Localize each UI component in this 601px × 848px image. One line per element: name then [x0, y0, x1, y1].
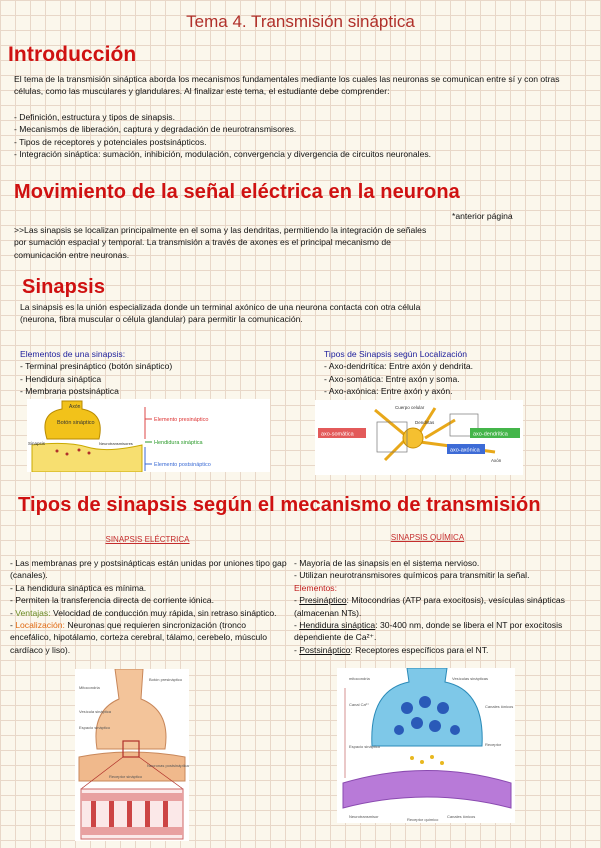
- electrica-localizacion: - Localización: Neuronas que requieren sincronización (tronco encefálico, hipotálamo, corteza cerebral, tálamo, cerebelo, músculo cardíaco y liso).: [10, 620, 267, 655]
- fig2-axodendritica-label: axo-dendrítica: [473, 431, 508, 438]
- movement-heading: Movimiento de la señal eléctrica en la neurona: [14, 181, 460, 203]
- intro-bullet: - Integración sináptica: sumación, inhibición, modulación, convergencia y divergencia de circuitos neuronales.: [14, 149, 432, 160]
- fig3-receptor-label: Receptor sináptico: [109, 774, 143, 779]
- fig4-vesiculas-label: Vesículas sinápticas: [452, 676, 489, 681]
- synapse-elements-figure: [27, 399, 270, 472]
- fig2-axosomatica-label: axo-somática: [321, 431, 354, 438]
- synapse-location-figure: [315, 400, 523, 475]
- quimica-line: - Utilizan neurotransmisores químicos para transmitir la señal.: [294, 570, 530, 581]
- fig2-axon-label: Axón: [491, 458, 502, 463]
- fig4-canales1-label: Canales iónicos: [485, 704, 514, 709]
- synapse-elements-diagram: [27, 399, 270, 472]
- electrica-title: SINAPSIS ELÉCTRICA: [105, 535, 190, 544]
- chemical-synapse-diagram: [337, 668, 515, 823]
- intro-bullet: - Mecanismos de liberación, captura y degradación de neurotransmisores.: [14, 124, 297, 135]
- fig4-mito-label: mitocondria: [349, 676, 370, 681]
- fig1-post-label: Elemento postsináptico: [154, 462, 211, 468]
- quimica-pre: - Presináptico: Mitocondrias (ATP para exocitosis), vesículas sinápticas (almacenan NTs).: [294, 595, 565, 618]
- quimica-text: [294, 557, 592, 656]
- intro-heading: Introducción: [8, 43, 137, 66]
- fig4-espacio-label: Espacio sináptico: [349, 744, 381, 749]
- quimica-hend: - Hendidura sináptica: 30-400 nm, donde se libera el NT por exocitosis dependiente de Ca²⁺.: [294, 620, 563, 643]
- localizacion-text: Neuronas que requieren sincronización (tronco encefálico, hipotálamo, corteza cerebral, tálamo, cerebelo, músculo cardíaco y liso).: [10, 620, 267, 655]
- pre-label: Presináptico: [299, 595, 347, 606]
- intro-block: [14, 73, 586, 160]
- fig2-dendritas-label: Dendritas: [415, 420, 435, 425]
- fig3-mito-label: Mitocondria: [79, 685, 100, 690]
- element-item: - Terminal presináptico (botón sináptico): [20, 361, 173, 372]
- pre-text: : Mitocondrias (ATP para exocitosis), vesículas sinápticas (almacenan NTs).: [294, 595, 565, 618]
- fig1-hend-label: Hendidura sináptica: [154, 440, 203, 446]
- fig1-pre-label: Elemento presináptico: [154, 417, 209, 423]
- quimica-title: SINAPSIS QUÍMICA: [390, 533, 465, 542]
- synapse-location-diagram: [315, 400, 523, 475]
- elements-title: Elementos de una sinapsis:: [20, 349, 126, 359]
- intro-paragraph: El tema de la transmisión sináptica aborda los mecanismos fundamentales mediante los cuales las neuronas se comunican entre sí y con otras células, como las musculares y glandulares. Al finalizar este tema, el estudiante debe comprender:: [14, 74, 560, 97]
- chemical-synapse-figure: [337, 668, 515, 823]
- intro-bullet: - Tipos de receptores y potenciales postsinápticos.: [14, 136, 207, 147]
- post-label: Postsináptico: [299, 644, 351, 655]
- electrical-synapse-diagram: [75, 669, 189, 841]
- fig4-canales2-label: Canales iónicos: [447, 814, 476, 819]
- movement-note: *anterior página: [452, 211, 513, 221]
- hend-label: Hendidura sináptica: [299, 620, 376, 631]
- type-item: - Axo-somática: Entre axón y soma.: [324, 373, 460, 384]
- electrica-line: - La hendidura sináptica es mínima.: [10, 582, 147, 593]
- types-title: Tipos de Sinapsis según Localización: [324, 349, 467, 359]
- fig3-boton-label: Botón presináptico: [149, 677, 183, 682]
- post-text: : Receptores específicos para el NT.: [350, 644, 489, 655]
- fig4-nt-label: Neurotransmisor: [349, 814, 379, 819]
- fig3-espacio-label: Espacio sináptico: [79, 725, 111, 730]
- fig3-post-label: Neuronas postsinápticas: [147, 763, 189, 768]
- page-title: Tema 4. Transmisión sináptica: [186, 12, 415, 31]
- fig1-nt-label: Neurotransmisores: [99, 441, 133, 446]
- quimica-line: - Mayoría de las sinapsis en el sistema nervioso.: [294, 558, 480, 568]
- type-item: - Axo-axónica: Entre axón y axón.: [324, 386, 453, 397]
- fig4-receptor-label: Receptor: [485, 742, 502, 747]
- electrica-ventajas: - Ventajas: Velocidad de conducción muy rápida, sin retraso sináptico.: [10, 607, 277, 618]
- intro-bullet: - Definición, estructura y tipos de sinapsis.: [14, 111, 175, 122]
- fig4-receptor-quimico-label: Receptor químico: [407, 817, 439, 822]
- fig1-axon-label: Axón: [69, 404, 81, 410]
- fig2-cuerpo-label: Cuerpo celular: [395, 405, 425, 410]
- hend-text: : 30-400 nm, donde se libera el NT por exocitosis dependiente de Ca²⁺.: [294, 620, 563, 643]
- fig4-ca-label: Canal Ca²⁺: [349, 702, 370, 707]
- ventajas-text: Velocidad de conducción muy rápida, sin retraso sináptico.: [50, 607, 277, 618]
- elementos-label: Elementos:: [294, 582, 337, 593]
- movement-paragraph: >>Las sinapsis se localizan principalmente en el soma y las dendritas, permitiendo la integración de señales por sumación espacial y temporal. La transmisión a través de axones es el principal mecanismo de comunicación entre neuronas.: [14, 225, 427, 260]
- electrica-line: - Las membranas pre y postsinápticas están unidas por uniones tipo gap (canales).: [10, 558, 287, 581]
- ventajas-label: Ventajas:: [15, 607, 51, 618]
- quimica-post: - Postsináptico: Receptores específicos para el NT.: [294, 644, 489, 655]
- fig1-sinapsis-label: Sinapsis: [28, 441, 46, 446]
- tipos-heading: Tipos de sinapsis según el mecanismo de transmisión: [18, 494, 541, 516]
- electrica-line: - Permiten la transferencia directa de corriente iónica.: [10, 595, 214, 606]
- fig3-vesicula-label: Vesícula sináptica: [79, 709, 112, 714]
- electrica-text: [10, 557, 288, 656]
- localizacion-label: Localización:: [15, 620, 65, 631]
- electrical-synapse-figure: [75, 669, 189, 841]
- fig1-boton-label: Botón sináptico: [57, 420, 95, 426]
- fig2-axoaxonica-label: axo-axónica: [450, 447, 480, 454]
- type-item: - Axo-dendrítica: Entre axón y dendrita.: [324, 361, 474, 372]
- element-item: - Hendidura sináptica: [20, 373, 102, 384]
- element-item: - Membrana postsináptica: [20, 386, 119, 397]
- sinapsis-paragraph: La sinapsis es la unión especializada donde un terminal axónico de una neurona contacta con otra célula (neurona, fibra muscular o célula glandular) para permitir la comunicación.: [20, 302, 421, 325]
- sinapsis-heading: Sinapsis: [22, 276, 106, 298]
- elements-list: [20, 348, 280, 398]
- types-list: [324, 348, 594, 398]
